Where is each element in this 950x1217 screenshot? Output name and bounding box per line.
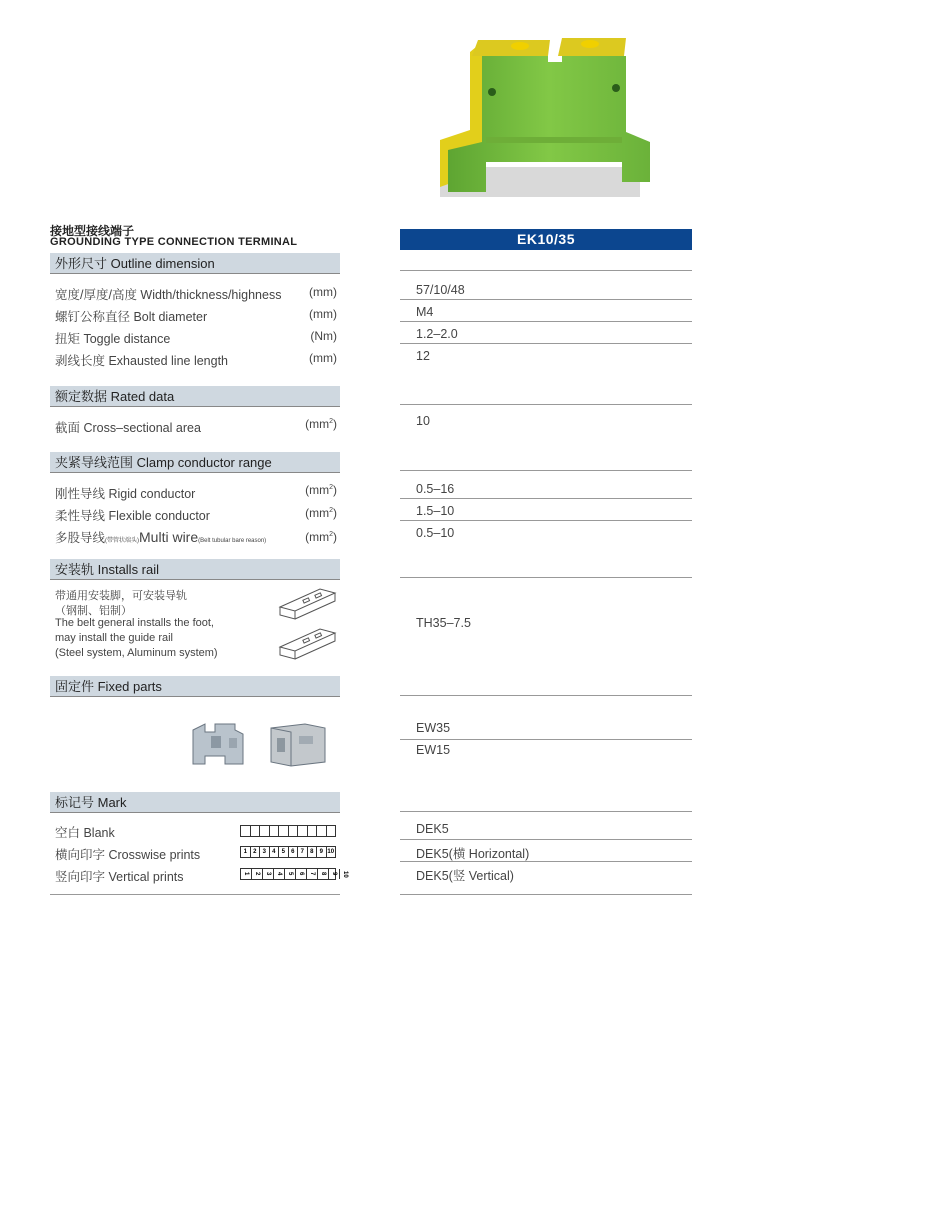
divider [400, 321, 692, 322]
divider [400, 839, 692, 840]
unit-mm2: $(mm^2)$ [305, 530, 337, 544]
divider [400, 577, 692, 578]
vertical-mark-value: DEK5(竖 Vertical) [416, 869, 514, 883]
rigid-conductor-label: 刚性导线 Rigid conductor [55, 487, 196, 501]
blank-label: 空白 Blank [55, 826, 115, 840]
toggle-distance-value: 1.2–2.0 [416, 327, 458, 341]
bottom-divider-right [400, 894, 692, 895]
divider [400, 470, 692, 471]
unit-mm2: $(mm^2)$ [305, 506, 337, 520]
rigid-conductor-value: 0.5–16 [416, 482, 455, 496]
divider [400, 299, 692, 300]
bottom-divider-left [50, 894, 340, 895]
divider [400, 498, 692, 499]
exhausted-line-length-label: 剥线长度 Exhausted line length [55, 354, 229, 368]
width-thickness-highness-label: 宽度/厚度/高度 Width/thickness/highness [55, 288, 282, 302]
crosswise-mark-value: DEK5(横 Horizontal) [416, 847, 530, 861]
fixed-part-ew35-image [185, 720, 250, 770]
cross-sectional-area-label: 截面 Cross–sectional area [55, 421, 201, 435]
divider [400, 270, 692, 271]
title-english: GROUNDING TYPE CONNECTION TERMINAL [50, 236, 298, 248]
section-clamp-conductor-range: 夹紧导线范围 Clamp conductor range [50, 452, 340, 473]
divider [400, 343, 692, 344]
unit-mm: (mm) [309, 307, 337, 321]
cross-sectional-area-value: 10 [416, 414, 430, 428]
bolt-diameter-label: 螺钉公称直径 Bolt diameter [55, 310, 208, 324]
divider [400, 404, 692, 405]
installs-rail-value: TH35–7.5 [416, 616, 471, 630]
multi-wire-label: 多股导线(带管状端头)Multi wire(Belt tubular bare reason) [55, 529, 267, 545]
rail-desc-line: （钢制、铝制） [55, 605, 132, 617]
rail-desc-line: 带通用安装脚，可安装导轨 [55, 590, 187, 602]
unit-mm2: $(mm^2)$ [305, 483, 337, 497]
crosswise-marker-strip: 1 2 3 4 5 6 7 8 9 10 [240, 846, 336, 858]
section-installs-rail: 安装轨 Installs rail [50, 559, 340, 580]
unit-mm2: $(mm^2)$ [305, 417, 337, 431]
toggle-distance-label: 扭矩 Toggle distance [55, 332, 171, 346]
multi-wire-value: 0.5–10 [416, 526, 455, 540]
unit-mm: (mm) [309, 351, 337, 365]
flexible-conductor-label: 柔性导线 Flexible conductor [55, 509, 210, 523]
fixed-part-value: EW35 [416, 721, 451, 735]
section-rated-data: 额定数据 Rated data [50, 386, 340, 407]
blank-mark-value: DEK5 [416, 822, 449, 836]
dimension-value: 57/10/48 [416, 283, 465, 297]
divider [400, 861, 692, 862]
divider [400, 811, 692, 812]
rail-desc-line: may install the guide rail [55, 632, 174, 644]
fixed-part-ew15-image [265, 720, 330, 770]
section-outline-dimension: 外形尺寸 Outline dimension [50, 253, 340, 274]
rail-illustration [275, 585, 340, 665]
blank-marker-strip [240, 825, 336, 837]
divider [400, 520, 692, 521]
model-header: EK10/35 [400, 229, 692, 250]
rail-desc-line: (Steel system, Aluminum system) [55, 647, 218, 659]
section-fixed-parts: 固定件 Fixed parts [50, 676, 340, 697]
fixed-part-value: EW15 [416, 743, 451, 757]
exhausted-line-length-value: 12 [416, 349, 430, 363]
vertical-prints-label: 竖向印字 Vertical prints [55, 870, 184, 884]
divider [400, 739, 692, 740]
crosswise-prints-label: 横向印字 Crosswise prints [55, 848, 201, 862]
unit-nm: (Nm) [310, 329, 337, 343]
title-chinese: 接地型接线端子 [50, 224, 135, 238]
section-mark: 标记号 Mark [50, 792, 340, 813]
rail-desc-line: The belt general installs the foot, [55, 617, 214, 629]
terminal-product-image [430, 32, 670, 202]
divider [400, 695, 692, 696]
bolt-diameter-value: M4 [416, 305, 434, 319]
vertical-marker-strip: 1 2 3 4 5 6 7 8 9 10 [240, 868, 336, 880]
unit-mm: (mm) [309, 285, 337, 299]
flexible-conductor-value: 1.5–10 [416, 504, 455, 518]
